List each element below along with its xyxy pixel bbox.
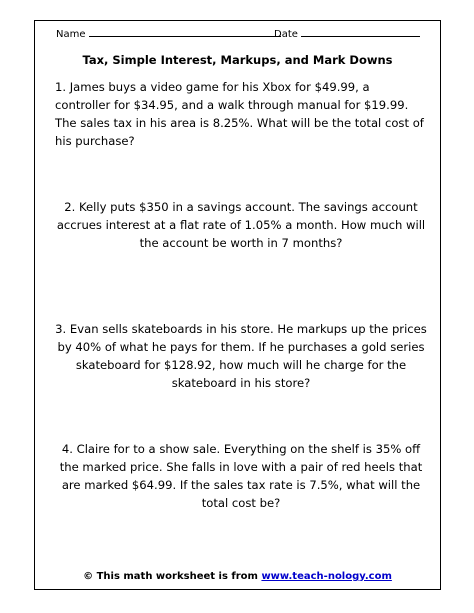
question-2: 2. Kelly puts $350 in a savings account. The savings account accrues interest at a flat rate of 1.05% a month. How much will the account be worth in 7 months? [56, 200, 426, 250]
date-blank-line[interactable] [301, 26, 420, 37]
name-blank-line[interactable] [89, 26, 281, 37]
footer-link[interactable]: www.teach-nology.com [261, 571, 392, 582]
footer-text: © This math worksheet is from [83, 571, 258, 582]
worksheet-title: Tax, Simple Interest, Markups, and Mark Downs [82, 53, 393, 67]
question-1: 1. James buys a video game for his Xbox for $49.99, a controller for $34.95, and a walk through manual for $19.99. The sales tax in his area is 8.25%. What will be the total cost of his purchase? [55, 80, 424, 148]
name-label: Name [56, 29, 86, 40]
footer-credit [34, 570, 441, 584]
name-field [56, 26, 281, 42]
date-field [274, 26, 420, 42]
question-4: 4. Claire for to a show sale. Everything on the shelf is 35% off the marked price. She falls in love with a pair of red heels that are marked $64.99. If the sales tax rate is 7.5%, what will the total cost be? [59, 442, 423, 510]
question-3: 3. Evan sells skateboards in his store. He markups up the prices by 40% of what he pays for them. If he purchases a gold series skateboard for $128.92, how much will he charge for the skateboard in his store? [55, 322, 427, 390]
date-label: Date [274, 29, 298, 40]
